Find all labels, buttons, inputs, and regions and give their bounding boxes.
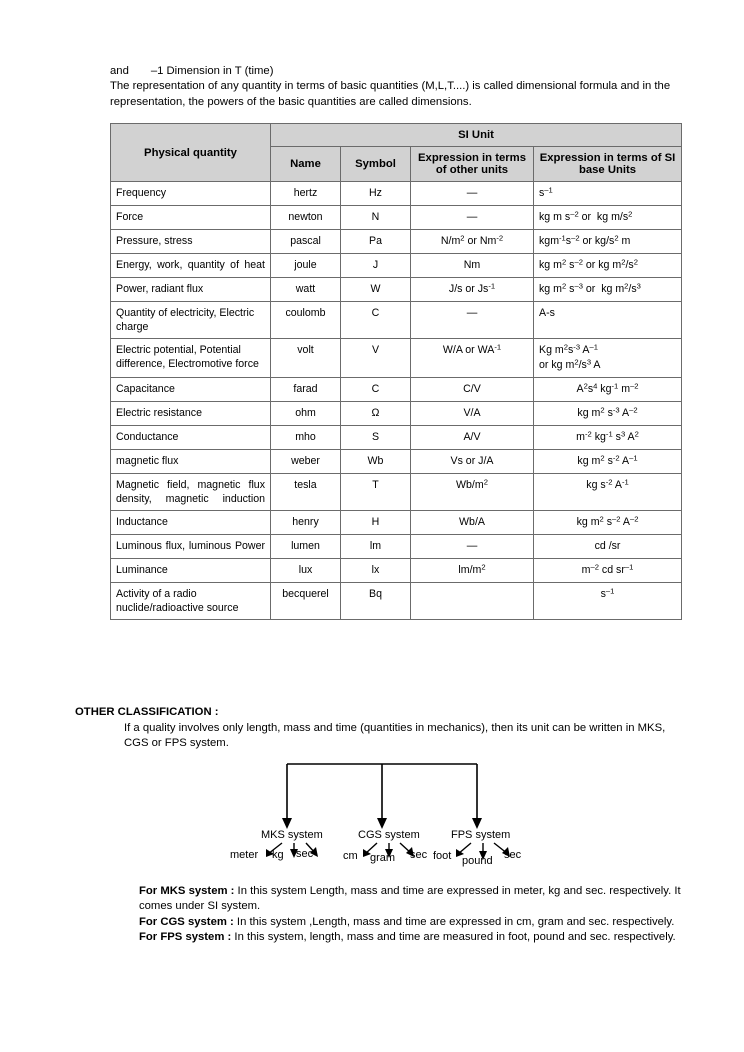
diagram-unit-sec-mks: sec <box>296 848 314 860</box>
table-row <box>111 559 682 583</box>
cell-expression-other: J/s or $Js^{-1}$ <box>411 278 534 302</box>
cell-expression-other: A/V <box>411 426 534 450</box>
cell-unit-name: pascal <box>271 230 341 254</box>
cell-expression-si-base: kg $m^2$ $s^{-3}$ or kg $m^2/s^3$ <box>534 278 682 302</box>
table-row <box>111 230 682 254</box>
cell-physical-quantity: Luminance <box>111 559 271 583</box>
cell-unit-name: weber <box>271 450 341 474</box>
cell-physical-quantity: magnetic flux <box>111 450 271 474</box>
cell-physical-quantity: Quantity of electricity, Electric charge <box>111 302 271 339</box>
cell-expression-si-base: $m^{-2}$ $kg^{-1}$ $s^3$ $A^2$ <box>534 426 682 450</box>
table-header <box>111 124 682 182</box>
cell-expression-si-base: kg $m^2$ $s^{-2}$ $A^{-2}$ <box>534 511 682 535</box>
table-row <box>111 254 682 278</box>
diagram-title-cgs: CGS system <box>358 829 420 841</box>
cell-unit-symbol: T <box>341 474 411 511</box>
cell-unit-name: hertz <box>271 182 341 206</box>
system-description <box>139 930 684 945</box>
cell-expression-other: $Wb/m^2$ <box>411 474 534 511</box>
cell-expression-si-base: kg m $s^{-2}$ or kg $m/s^2$ <box>534 206 682 230</box>
table-row <box>111 339 682 378</box>
cell-expression-other: — <box>411 535 534 559</box>
table-row <box>111 206 682 230</box>
cell-expression-si-base: $A^2s^4$ $kg^{-1}$ $m^{-2}$ <box>534 378 682 402</box>
cell-unit-symbol: C <box>341 302 411 339</box>
header-expression-other: Expression in terms of other units <box>411 147 534 182</box>
cell-physical-quantity: Electric resistance <box>111 402 271 426</box>
header-si-unit: SI Unit <box>271 124 682 147</box>
cell-unit-name: joule <box>271 254 341 278</box>
table-header-row-1 <box>111 124 682 147</box>
intro-line-2: The representation of any quantity in terms of basic quantities (M,L,T....) is called dimensional formula and in the representation, the powers of the basic quantities are called dimensions. <box>110 80 671 108</box>
cell-expression-other: Vs or J/A <box>411 450 534 474</box>
cell-unit-symbol: H <box>341 511 411 535</box>
table-row <box>111 302 682 339</box>
cell-unit-symbol: V <box>341 339 411 378</box>
system-text: In this system Length, mass and time are expressed in meter, kg and sec. respectively. It comes under SI system. <box>139 885 681 913</box>
system-text: In this system, length, mass and time are measured in foot, pound and sec. respectively. <box>231 931 676 944</box>
cell-physical-quantity: Activity of a radio nuclide/radioactive source <box>111 583 271 620</box>
cell-physical-quantity: Conductance <box>111 426 271 450</box>
cell-expression-other: $N/m^2$ or $Nm^{-2}$ <box>411 230 534 254</box>
table-row <box>111 402 682 426</box>
system-label: For FPS system : <box>139 931 232 944</box>
cell-unit-symbol: C <box>341 378 411 402</box>
cell-unit-name: lumen <box>271 535 341 559</box>
cell-expression-other: — <box>411 182 534 206</box>
diagram-unit-sec-cgs: sec <box>410 849 428 861</box>
cell-physical-quantity: Magnetic field, magnetic flux density, magnetic induction <box>111 474 271 511</box>
cell-unit-symbol: Ω <box>341 402 411 426</box>
other-classification-heading: OTHER CLASSIFICATION : <box>75 706 219 718</box>
header-expression-si-base: Expression in terms of SI base Units <box>534 147 682 182</box>
diagram-title-fps: FPS system <box>451 829 511 841</box>
cell-unit-name: lux <box>271 559 341 583</box>
cell-unit-name: mho <box>271 426 341 450</box>
cell-physical-quantity: Energy, work, quantity of heat <box>111 254 271 278</box>
si-units-table <box>110 123 682 620</box>
cell-unit-symbol: J <box>341 254 411 278</box>
table-row <box>111 378 682 402</box>
system-description <box>139 915 684 930</box>
cell-unit-symbol: N <box>341 206 411 230</box>
system-description <box>139 884 684 915</box>
table-row <box>111 583 682 620</box>
cell-expression-si-base: cd /sr <box>534 535 682 559</box>
diagram-unit-kg: kg <box>272 849 284 861</box>
cell-physical-quantity: Force <box>111 206 271 230</box>
table-row <box>111 511 682 535</box>
system-text: In this system ,Length, mass and time are expressed in cm, gram and sec. respectively. <box>233 915 675 928</box>
cell-expression-other: $lm/m^2$ <box>411 559 534 583</box>
cell-physical-quantity: Frequency <box>111 182 271 206</box>
cell-expression-other: Wb/A <box>411 511 534 535</box>
cell-physical-quantity: Electric potential, Potential difference, Electromotive force <box>111 339 271 378</box>
diagram-title-mks: MKS system <box>261 829 323 841</box>
cell-expression-other: C/V <box>411 378 534 402</box>
cell-expression-si-base: $s^{-1}$ <box>534 182 682 206</box>
cell-physical-quantity: Luminous flux, luminous Power <box>111 535 271 559</box>
cell-unit-symbol: Pa <box>341 230 411 254</box>
cell-unit-name: ohm <box>271 402 341 426</box>
diagram-unit-meter: meter <box>230 849 259 861</box>
diagram-unit-gram: gram <box>370 852 396 864</box>
cell-unit-name: volt <box>271 339 341 378</box>
cell-expression-si-base: kg $m^2$ $s^{-3}$ $A^{-2}$ <box>534 402 682 426</box>
cell-unit-symbol: Wb <box>341 450 411 474</box>
cell-unit-symbol: Hz <box>341 182 411 206</box>
header-name: Name <box>271 147 341 182</box>
cell-unit-name: henry <box>271 511 341 535</box>
systems-description-list <box>139 884 684 946</box>
diagram-unit-sec-fps: sec <box>504 849 522 861</box>
table-body <box>111 182 682 620</box>
cell-unit-name: becquerel <box>271 583 341 620</box>
table-row <box>111 474 682 511</box>
cell-expression-si-base: $m^{-2}$ cd $sr^{-1}$ <box>534 559 682 583</box>
cell-expression-si-base: $s^{-1}$ <box>534 583 682 620</box>
cell-unit-symbol: lx <box>341 559 411 583</box>
table-row <box>111 182 682 206</box>
cell-expression-si-base: kg $m^2$ $s^{-2}$ or kg $m^2/s^2$ <box>534 254 682 278</box>
cell-expression-si-base: $kgm^{-1}s^{-2}$ or $kg/s^2$ m <box>534 230 682 254</box>
cell-expression-other: W/A or $WA^{-1}$ <box>411 339 534 378</box>
cell-expression-si-base: kg $s^{-2}$ $A^{-1}$ <box>534 474 682 511</box>
cell-unit-name: watt <box>271 278 341 302</box>
cell-expression-other: — <box>411 206 534 230</box>
cell-physical-quantity: Power, radiant flux <box>111 278 271 302</box>
unit-systems-diagram <box>230 755 530 870</box>
cell-expression-other: — <box>411 302 534 339</box>
cell-unit-symbol: W <box>341 278 411 302</box>
cell-unit-name: newton <box>271 206 341 230</box>
table-row <box>111 426 682 450</box>
cell-expression-other: V/A <box>411 402 534 426</box>
cell-unit-symbol: Bq <box>341 583 411 620</box>
intro-line-1: and –1 Dimension in T (time) <box>110 65 274 77</box>
intro-paragraph <box>110 64 682 110</box>
cell-unit-name: tesla <box>271 474 341 511</box>
cell-expression-si-base: Kg $m^2s^{-3}$ $A^{-1}$ or kg $m^2/s^3$ A <box>534 339 682 378</box>
system-label: For CGS system : <box>139 915 234 928</box>
diagram-unit-foot: foot <box>433 850 452 862</box>
header-symbol: Symbol <box>341 147 411 182</box>
cell-unit-name: coulomb <box>271 302 341 339</box>
table-row <box>111 450 682 474</box>
other-classification-body: If a quality involves only length, mass and time (quantities in mechanics), then its unit can be written in MKS, CGS or FPS system. <box>124 722 666 750</box>
cell-expression-other <box>411 583 534 620</box>
cell-unit-name: farad <box>271 378 341 402</box>
cell-unit-symbol: lm <box>341 535 411 559</box>
diagram-unit-pound: pound <box>462 855 493 867</box>
cell-expression-si-base: kg $m^2$ $s^{-2}$ $A^{-1}$ <box>534 450 682 474</box>
cell-expression-other: Nm <box>411 254 534 278</box>
cell-physical-quantity: Pressure, stress <box>111 230 271 254</box>
table-row <box>111 535 682 559</box>
system-label: For MKS system : <box>139 885 235 897</box>
diagram-unit-cm: cm <box>343 850 358 862</box>
cell-physical-quantity: Capacitance <box>111 378 271 402</box>
cell-expression-si-base: A-s <box>534 302 682 339</box>
header-physical-quantity: Physical quantity <box>111 124 271 182</box>
table-row <box>111 278 682 302</box>
cell-unit-symbol: S <box>341 426 411 450</box>
cell-physical-quantity: Inductance <box>111 511 271 535</box>
